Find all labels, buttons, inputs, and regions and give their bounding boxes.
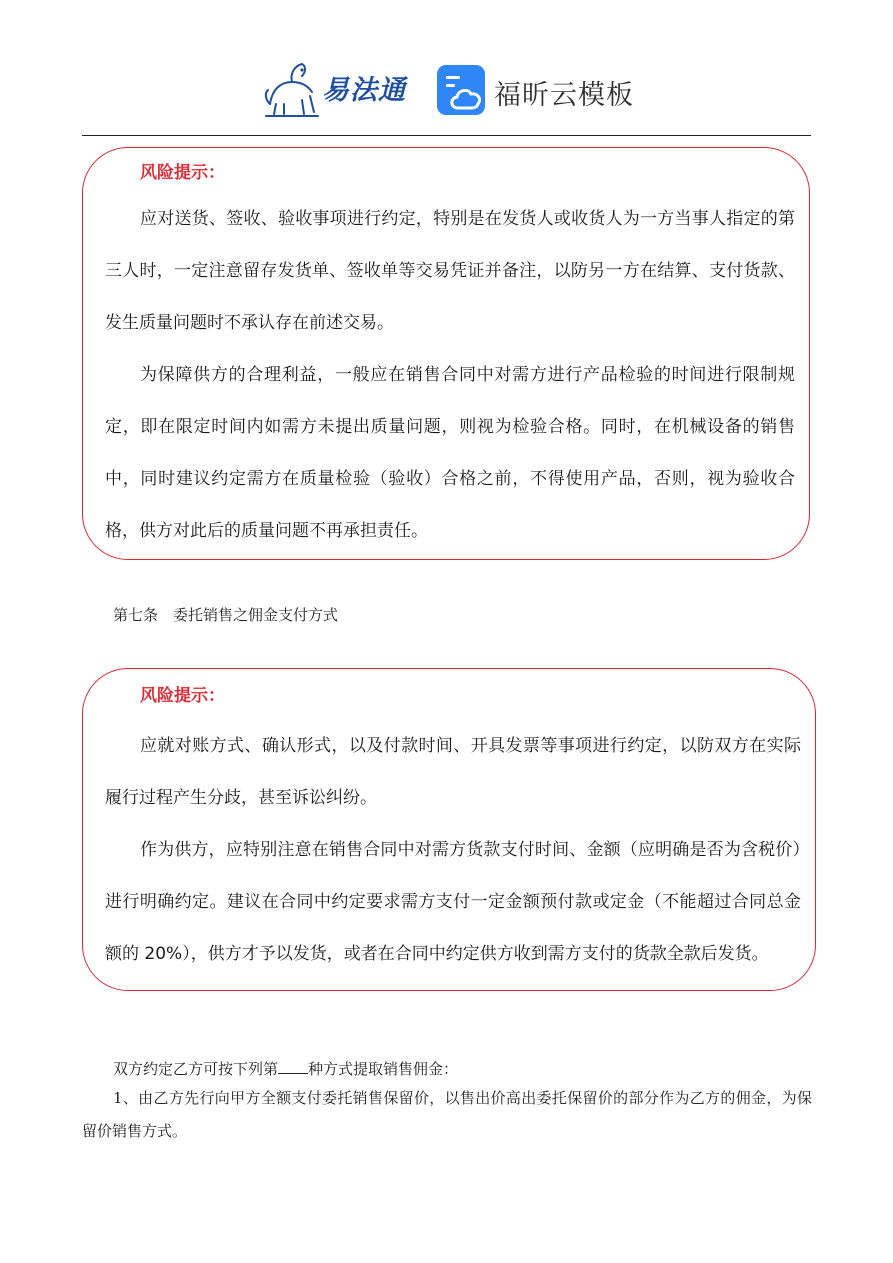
risk-notice-paragraph: 作为供方，应特别注意在销售合同中对需方货款支付时间、金额（应明确是否为含税价）进行明确约定。建议在合同中约定要求需方支付一定金额预付款或定金（不能超过合同总金额的 20%），供方才予以发货，或者在合同中约定供方收到需方支付的货款全款后发货。 xyxy=(105,840,801,964)
yifatong-logo xyxy=(262,60,412,118)
risk-notice-box-1 xyxy=(82,147,810,560)
risk-notice-box-2 xyxy=(82,668,816,991)
body-paragraph: 1、由乙方先行向甲方全额支付委托销售保留价，以售出价高出委托保留价的部分作为乙方的佣金，为保留价销售方式。 xyxy=(82,1089,812,1140)
fuxin-template-logo xyxy=(436,64,636,118)
risk-notice-title: 风险提示： xyxy=(140,686,225,706)
body-text: 种方式提取销售佣金： xyxy=(308,1060,459,1078)
risk-notice-title: 风险提示： xyxy=(140,163,225,183)
risk-notice-paragraph: 应对送货、签收、验收事项进行约定，特别是在发货人或收货人为一方当事人指定的第三人时，一定注意留存发货单、签收单等交易凭证并备注，以防另一方在结算、支付货款、发生质量问题时不承认存在前述交易。 xyxy=(105,209,795,333)
fuxin-template-logo-text: 福昕云模板 xyxy=(494,80,634,111)
risk-notice-paragraph: 为保障供方的合理利益，一般应在销售合同中对需方进行产品检验的时间进行限制规定，即在限定时间内如需方未提出质量问题，则视为检验合格。同时，在机械设备的销售中，同时建议约定需方在质量检验（验收）合格之前，不得使用产品，否则，视为验收合格，供方对此后的质量问题不再承担责任。 xyxy=(105,365,795,541)
header-divider xyxy=(82,135,811,136)
fill-in-blank xyxy=(278,1059,308,1074)
cloud-document-icon xyxy=(436,64,488,116)
body-text: 双方约定乙方可按下列第 xyxy=(113,1060,279,1078)
risk-notice-paragraph: 应就对账方式、确认形式，以及付款时间、开具发票等事项进行约定，以防双方在实际履行过程产生分歧，甚至诉讼纠纷。 xyxy=(105,736,801,808)
qilin-logo-icon xyxy=(262,60,322,118)
article-heading: 第七条 委托销售之佣金支付方式 xyxy=(113,606,339,624)
document-header xyxy=(0,0,893,136)
yifatong-logo-text: 易法通 xyxy=(322,75,406,106)
